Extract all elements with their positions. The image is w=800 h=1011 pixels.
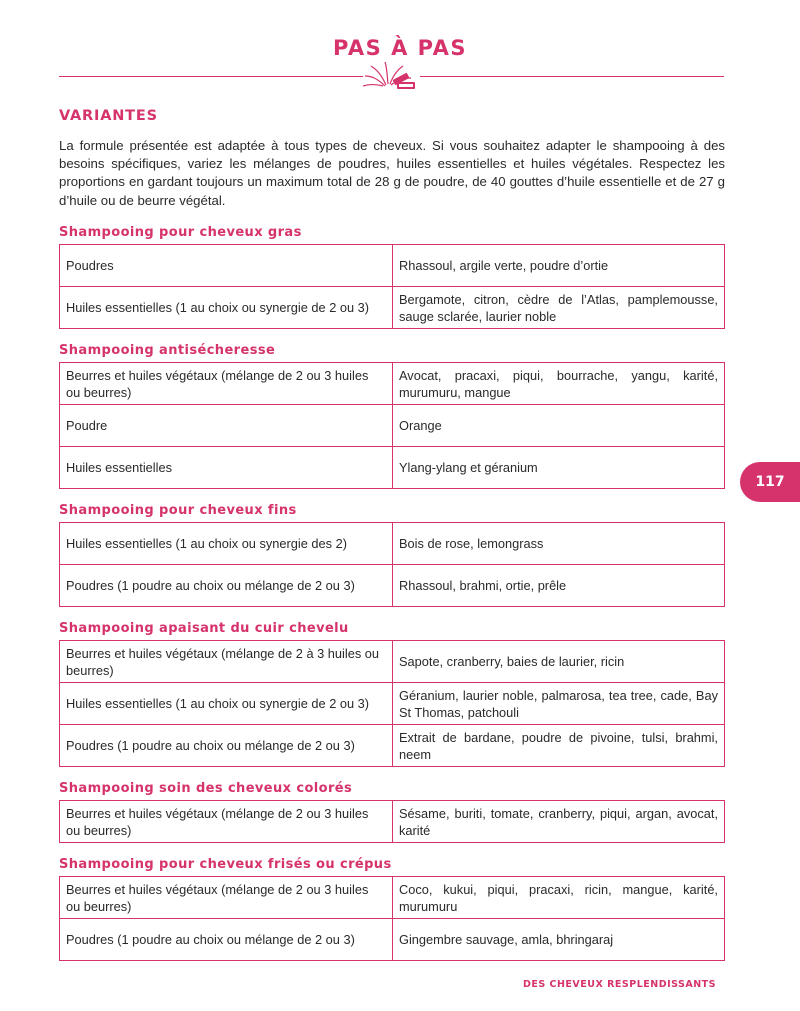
variant-table xyxy=(59,800,725,843)
ingredient-type: Poudres (1 poudre au choix ou mélange de 2 ou 3) xyxy=(60,725,393,767)
table-row xyxy=(60,523,725,565)
ingredient-type: Poudres xyxy=(60,245,393,287)
variant-table xyxy=(59,640,725,767)
ingredient-type: Poudres (1 poudre au choix ou mélange de 2 ou 3) xyxy=(60,565,393,607)
variant-table xyxy=(59,522,725,607)
ingredient-options: Sapote, cranberry, baies de laurier, ricin xyxy=(393,641,725,683)
table-row xyxy=(60,919,725,961)
ingredient-options: Coco, kukui, piqui, pracaxi, ricin, mangue, karité, murumuru xyxy=(393,877,725,919)
ingredient-type: Beurres et huiles végétaux (mélange de 2 ou 3 huiles ou beurres) xyxy=(60,363,393,405)
ingredient-type: Beurres et huiles végétaux (mélange de 2 ou 3 huiles ou beurres) xyxy=(60,801,393,843)
table-title: Shampooing soin des cheveux colorés xyxy=(59,781,353,796)
variant-table xyxy=(59,244,725,329)
table-title: Shampooing antisécheresse xyxy=(59,343,276,358)
table-row xyxy=(60,363,725,405)
ingredient-options: Avocat, pracaxi, piqui, bourrache, yangu, karité, murumuru, mangue xyxy=(393,363,725,405)
running-footer: DES CHEVEUX RESPLENDISSANTS xyxy=(522,979,716,990)
intro-paragraph: La formule présentée est adaptée à tous types de cheveux. Si vous souhaitez adapter le shampooing à des besoins spécifiques, variez les mélanges de poudres, huiles essentielles et huiles végétales. Respectez les proportions en gardant toujours un maximum total de 28 g de poudre, de 40 gouttes d’huile essentielle et de 27 g d’huile ou de beurre végétal. xyxy=(59,138,725,208)
variant-table xyxy=(59,876,725,961)
ingredient-options: Ylang-ylang et géranium xyxy=(393,447,725,489)
ingredient-type: Beurres et huiles végétaux (mélange de 2 ou 3 huiles ou beurres) xyxy=(60,877,393,919)
page-number-tab xyxy=(740,462,800,502)
table-row xyxy=(60,447,725,489)
table-title: Shampooing pour cheveux gras xyxy=(59,225,302,240)
ingredient-options: Géranium, laurier noble, palmarosa, tea tree, cade, Bay St Thomas, patchouli xyxy=(393,683,725,725)
ingredient-options: Rhassoul, brahmi, ortie, prêle xyxy=(393,565,725,607)
table-title: Shampooing pour cheveux fins xyxy=(59,503,297,518)
table-row xyxy=(60,801,725,843)
plant-leaves-soap-icon xyxy=(363,58,421,92)
table-title: Shampooing apaisant du cuir chevelu xyxy=(59,621,349,636)
table-row xyxy=(60,877,725,919)
table-row xyxy=(60,565,725,607)
table-row xyxy=(60,641,725,683)
ingredient-type: Huiles essentielles (1 au choix ou synergie des 2) xyxy=(60,523,393,565)
variant-table xyxy=(59,362,725,489)
table-row xyxy=(60,245,725,287)
ingredient-type: Huiles essentielles (1 au choix ou synergie de 2 ou 3) xyxy=(60,287,393,329)
header-rule-right xyxy=(420,76,724,77)
ingredient-type: Poudre xyxy=(60,405,393,447)
table-row xyxy=(60,725,725,767)
section-title: VARIANTES xyxy=(59,108,158,124)
table-row xyxy=(60,405,725,447)
ingredient-options: Rhassoul, argile verte, poudre d’ortie xyxy=(393,245,725,287)
ingredient-options: Bergamote, citron, cèdre de l’Atlas, pamplemousse, sauge sclarée, laurier noble xyxy=(393,287,725,329)
table-row xyxy=(60,287,725,329)
ingredient-type: Huiles essentielles (1 au choix ou synergie de 2 ou 3) xyxy=(60,683,393,725)
page-title: PAS À PAS xyxy=(332,36,468,60)
ingredient-options: Gingembre sauvage, amla, bhringaraj xyxy=(393,919,725,961)
ingredient-type: Beurres et huiles végétaux (mélange de 2 à 3 huiles ou beurres) xyxy=(60,641,393,683)
ingredient-options: Extrait de bardane, poudre de pivoine, tulsi, brahmi, neem xyxy=(393,725,725,767)
header-rule-left xyxy=(59,76,363,77)
table-title: Shampooing pour cheveux frisés ou crépus xyxy=(59,857,392,872)
ingredient-type: Poudres (1 poudre au choix ou mélange de 2 ou 3) xyxy=(60,919,393,961)
ingredient-options: Orange xyxy=(393,405,725,447)
ingredient-options: Bois de rose, lemongrass xyxy=(393,523,725,565)
ingredient-type: Huiles essentielles xyxy=(60,447,393,489)
table-row xyxy=(60,683,725,725)
ingredient-options: Sésame, buriti, tomate, cranberry, piqui, argan, avocat, karité xyxy=(393,801,725,843)
page-number: 117 xyxy=(755,474,785,490)
